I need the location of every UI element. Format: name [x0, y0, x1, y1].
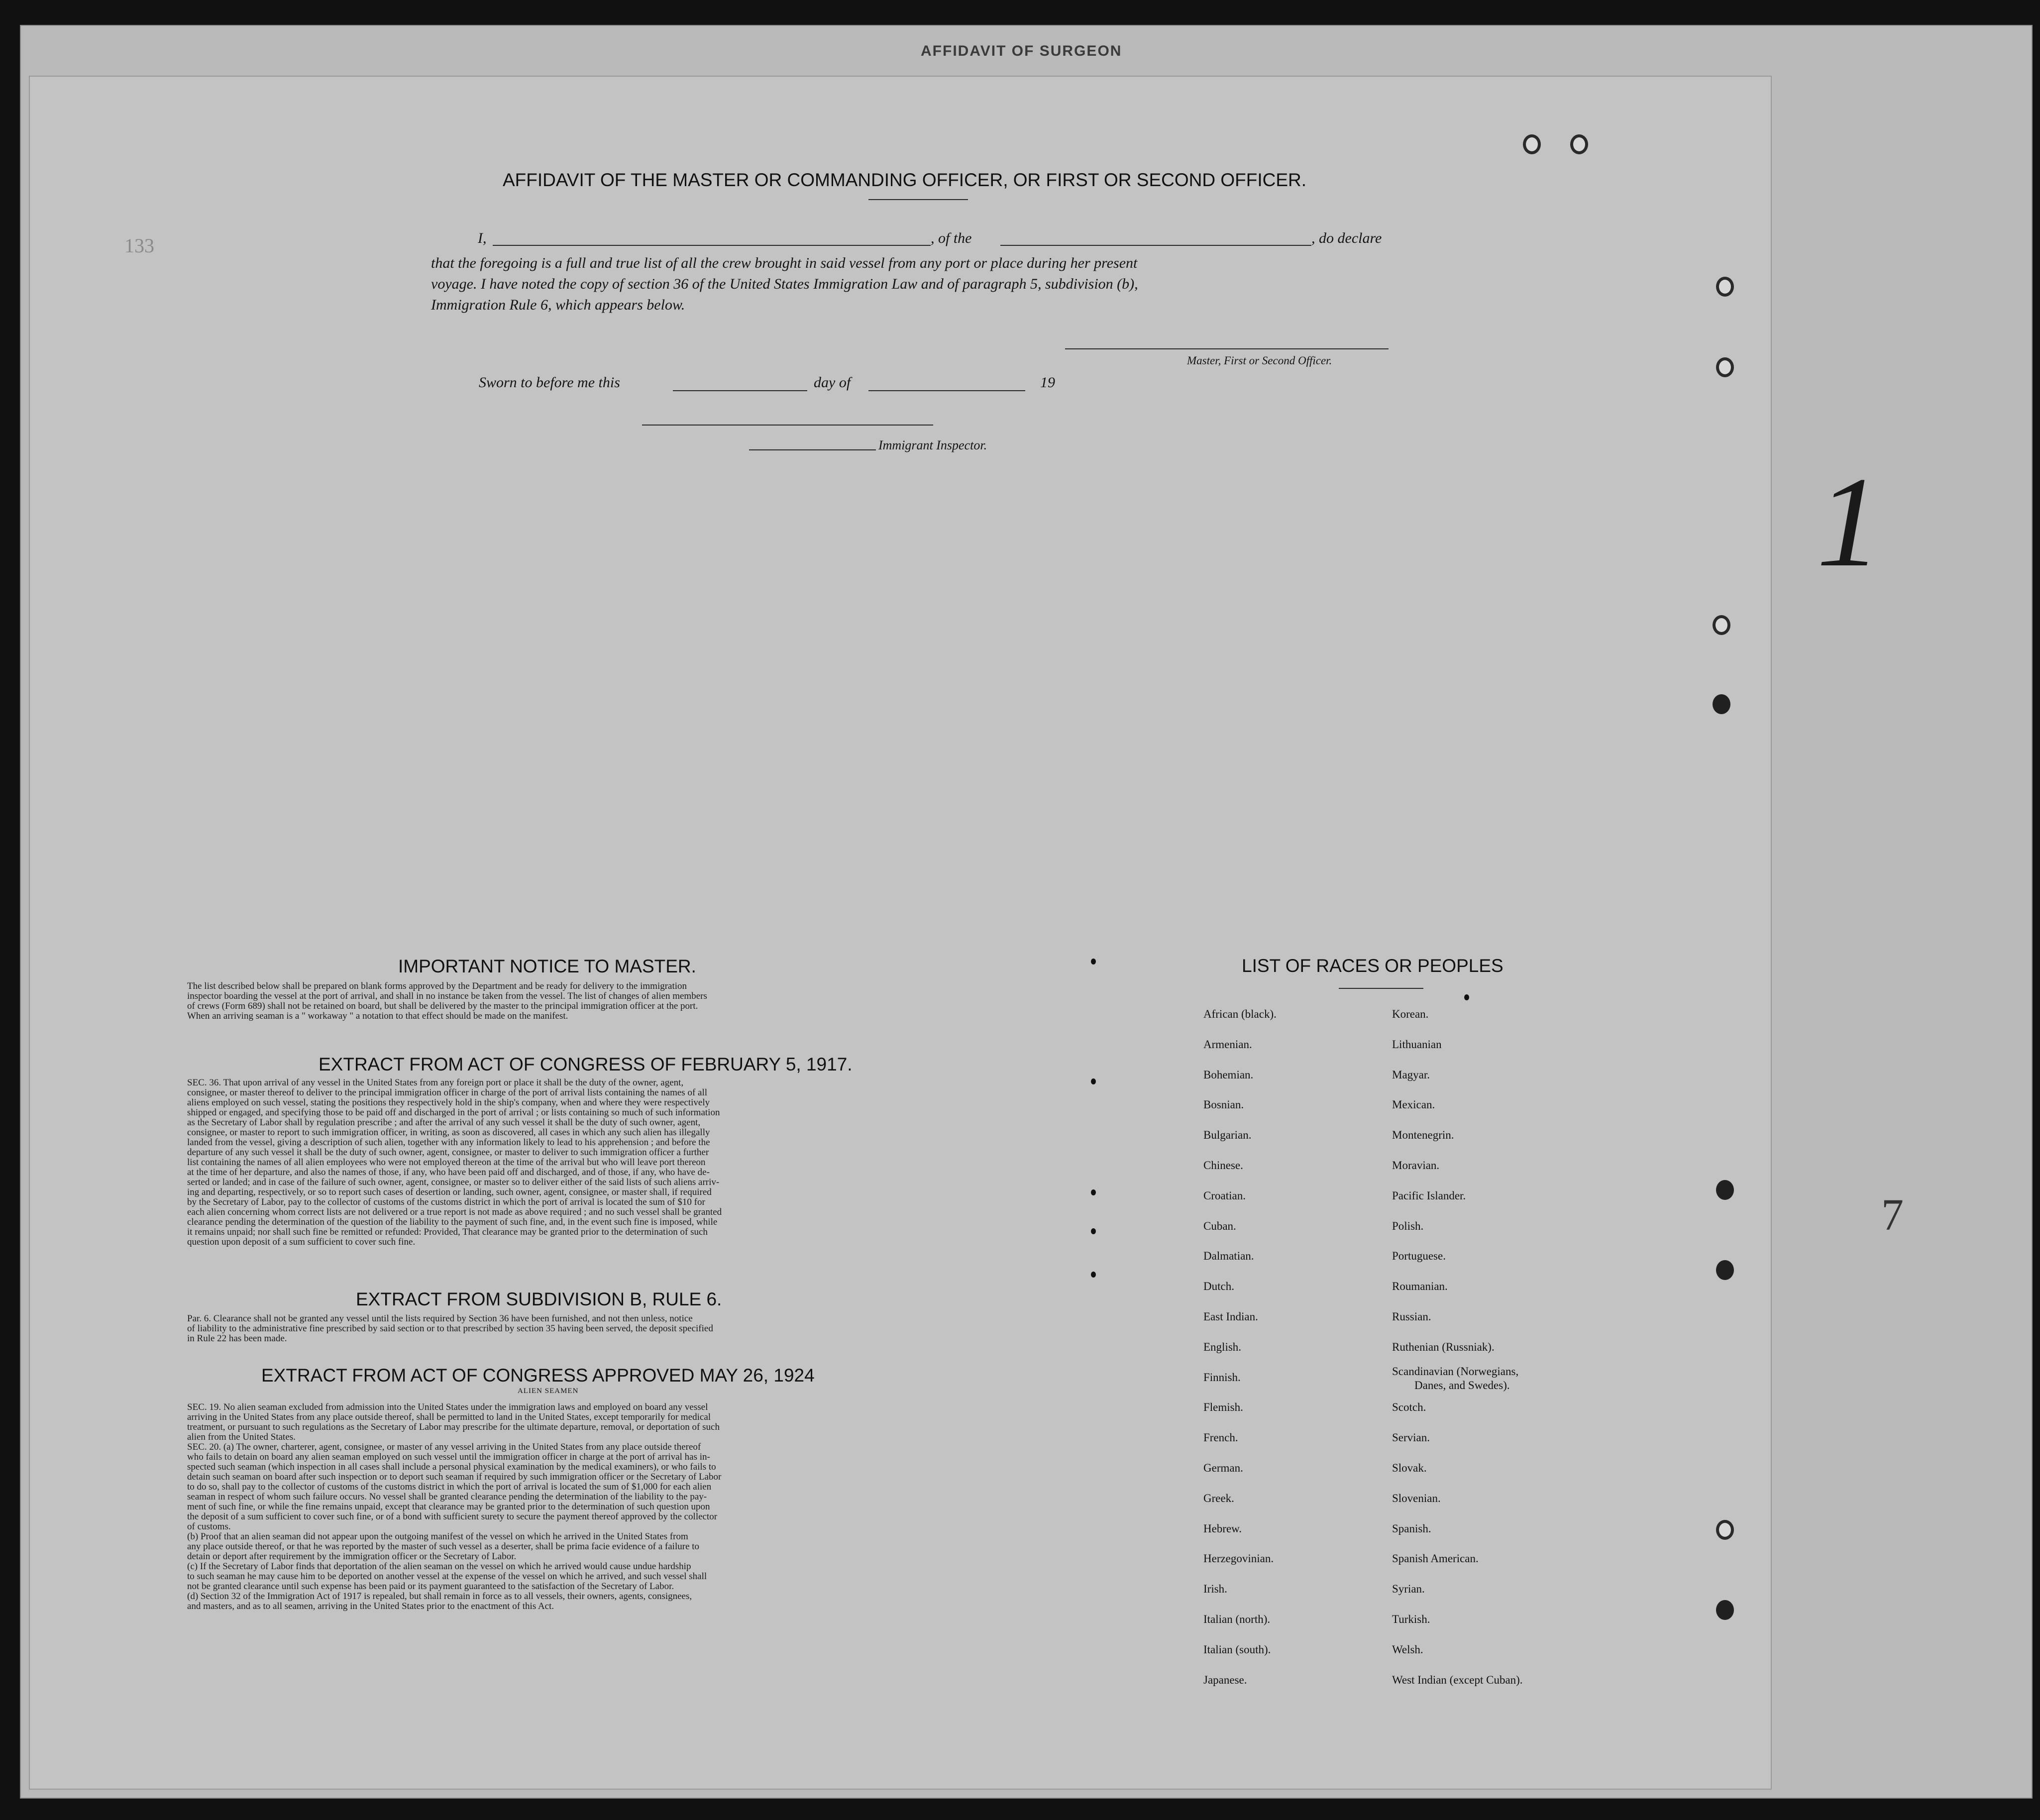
extract-1917-line: clearance pending the determination of the question of the liability to the payment of such fine, and, in the event such fine is imposed, while — [187, 1217, 718, 1227]
races-column-1 — [1203, 999, 1277, 1695]
extract-1917-line: at the time of her departure, and also the names of those, if any, who have been paid off and discharged, and of those, if any, who have de- — [187, 1167, 710, 1178]
extract-1924-line: (b) Proof that an alien seaman did not appear upon the outgoing manifest of the vessel on which he arrived in the United States from — [187, 1531, 688, 1542]
race-item: West Indian (except Cuban). — [1392, 1673, 1523, 1686]
race-item: Cuban. — [1203, 1219, 1236, 1232]
extract-1917-line: shipped or engaged, and specifying those to be paid off and discharged in the port of arrival ; or lists containing so much of such information — [187, 1107, 720, 1118]
race-item: East Indian. — [1203, 1310, 1258, 1323]
affidavit-title: AFFIDAVIT OF THE MASTER OR COMMANDING OFFICER, OR FIRST OR SECOND OFFICER. — [503, 170, 1307, 190]
margin-dot — [1091, 1228, 1096, 1234]
extract-1917-title: EXTRACT FROM ACT OF CONGRESS OF FEBRUARY 5, 1917. — [319, 1054, 853, 1074]
race-item: Armenian. — [1203, 1038, 1252, 1051]
punch-hole-3 — [1713, 615, 1730, 635]
races-column-2 — [1392, 999, 1523, 1695]
race-item: Greek. — [1203, 1492, 1234, 1504]
inspector-lower-line — [749, 449, 876, 450]
race-item: Ruthenian (Russniak). — [1392, 1340, 1495, 1353]
affidavit-do-declare: , do declare — [1311, 230, 1382, 246]
punch-hole-4 — [1713, 694, 1730, 714]
race-item-scandinavian-continuation: Danes, and Swedes). — [1414, 1379, 1510, 1392]
margin-dot — [1091, 1078, 1096, 1084]
race-item — [1392, 1363, 1523, 1393]
extract-1917-line: landed from the vessel, giving a description of such alien, together with any information likely to lead to his apprehension ; and before the — [187, 1137, 710, 1148]
extract-1924-title: EXTRACT FROM ACT OF CONGRESS APPROVED MAY 26, 1924 — [261, 1365, 815, 1386]
race-item: Syrian. — [1392, 1583, 1425, 1596]
race-item: Irish. — [1203, 1583, 1227, 1596]
notice-line: When an arriving seaman is a " workaway " a notation to that effect should be made on the manifest. — [187, 1011, 568, 1021]
extract-1924-line: who fails to detain on board any alien seaman employed on such vessel until the immigration officer in charge at the port of arrival has in- — [187, 1452, 710, 1462]
race-item: Bohemian. — [1203, 1068, 1254, 1081]
extract-1917-line: serted or landed; and in case of the failure of such owner, agent, consignee, or master so to deliver either of the said lists of such aliens arriv- — [187, 1177, 720, 1187]
extract-1917-line: ing and departing, respectively, or so to report such cases of desertion or landing, such owner, agent, consignee, or master shall, if required — [187, 1187, 712, 1197]
extract-rule6-line: Par. 6. Clearance shall not be granted any vessel until the lists required by Section 36 have been furnished, and not then unless, notice — [187, 1313, 693, 1324]
race-item: Pacific Islander. — [1392, 1189, 1466, 1202]
extract-1924-line: detain or deport after requirement by the immigration officer or the Secretary of Labor. — [187, 1551, 517, 1562]
race-item: Italian (south). — [1203, 1643, 1271, 1656]
extract-1924-line: ment of such fine, or while the fine remains unpaid, except that clearance may be granted prior to the determination of such question upon — [187, 1501, 710, 1512]
punch-hole-2 — [1716, 357, 1734, 377]
master-signature-label: Master, First or Second Officer. — [1187, 354, 1332, 367]
race-item: Spanish American. — [1392, 1552, 1479, 1565]
notice-body — [187, 981, 949, 1021]
affidavit-body-line-3: Immigration Rule 6, which appears below. — [431, 297, 685, 313]
race-item: Magyar. — [1392, 1068, 1430, 1081]
right-margin-scrawl: 1 — [1817, 450, 1881, 594]
extract-1917-line: as the Secretary of Labor shall by regulation prescribe ; and after the arrival of any such vessel it shall be the duty of such owner, agent, — [187, 1117, 701, 1128]
race-item: Scotch. — [1392, 1401, 1426, 1414]
affidavit-of-the: , of the — [931, 230, 972, 246]
race-item: Welsh. — [1392, 1643, 1423, 1656]
race-item: German. — [1203, 1461, 1243, 1474]
races-title-rule — [1339, 988, 1423, 989]
sworn-day-of: day of — [814, 374, 851, 391]
extract-1924-line: SEC. 20. (a) The owner, charterer, agent, consignee, or master of any vessel arriving in the United States from any place outside thereof — [187, 1442, 701, 1452]
race-item: Roumanian. — [1392, 1280, 1448, 1293]
extract-1917-line: SEC. 36. That upon arrival of any vessel in the United States from any foreign port or place it shall be the duty of the owner, agent, — [187, 1077, 684, 1088]
race-item: Polish. — [1392, 1219, 1424, 1232]
race-item: Slovenian. — [1392, 1492, 1441, 1504]
race-item: Mexican. — [1392, 1098, 1435, 1111]
punch-hole-6 — [1716, 1260, 1734, 1280]
margin-dot — [1464, 994, 1469, 1000]
extract-rule6-line: of liability to the administrative fine prescribed by said section or to that prescribed by section 35 having been served, the deposit specified — [187, 1323, 713, 1334]
extract-1924-line: the deposit of a sum sufficient to cover such fine, or of a bond with sufficient surety to secure the payment thereof approved by the collector — [187, 1511, 718, 1522]
inspector-upper-line — [642, 425, 933, 426]
extract-1924-line: alien from the United States. — [187, 1432, 296, 1442]
sworn-month-line — [868, 390, 1025, 391]
margin-dot — [1091, 1272, 1096, 1278]
margin-dot — [1091, 959, 1096, 964]
race-item: French. — [1203, 1431, 1238, 1444]
race-item: Turkish. — [1392, 1612, 1430, 1625]
extract-1924-body — [187, 1402, 949, 1611]
inspector-label: Immigrant Inspector. — [878, 438, 987, 452]
affidavit-title-rule — [868, 199, 968, 200]
race-item: Italian (north). — [1203, 1612, 1271, 1625]
extract-1917-body — [187, 1078, 949, 1247]
master-name-line — [493, 245, 931, 246]
extract-1924-line: to such seaman he may cause him to be deported on another vessel at the expense of the vessel on which he arrived, and such vessel shall — [187, 1571, 707, 1582]
extract-1917-line: list containing the names of all alien employees who were not employed thereon at the time of the arrival but who will leave port thereon — [187, 1157, 706, 1168]
race-item-scandinavian: Scandinavian (Norwegians, — [1392, 1365, 1519, 1378]
race-item: Japanese. — [1203, 1673, 1247, 1686]
race-item: Bosnian. — [1203, 1098, 1244, 1111]
extract-rule6-title: EXTRACT FROM SUBDIVISION B, RULE 6. — [356, 1289, 722, 1309]
margin-dot — [1091, 1189, 1096, 1195]
extract-1924-line: seaman in respect of whom such failure occurs. No vessel shall be granted clearance pending the determination of the liability to the pay- — [187, 1492, 707, 1502]
race-item: Servian. — [1392, 1431, 1430, 1444]
race-item: Dutch. — [1203, 1280, 1234, 1293]
race-item: Montenegrin. — [1392, 1129, 1454, 1142]
extract-1924-line: SEC. 19. No alien seaman excluded from admission into the United States under the immigration laws and employed on board any vessel — [187, 1402, 708, 1412]
punch-hole-7 — [1716, 1520, 1734, 1540]
extract-1917-line: by the Secretary of Labor, pay to the collector of customs of the customs district in which the port of arrival is located the sum of $10 for — [187, 1197, 705, 1207]
extract-1924-subtitle: ALIEN SEAMEN — [518, 1387, 579, 1395]
extract-1924-line: not be granted clearance until such expense has been paid or its payment guaranteed to the satisfaction of the Secretary of Labor. — [187, 1581, 674, 1592]
affidavit-i-label: I, — [478, 230, 487, 246]
race-item: African (black). — [1203, 1008, 1277, 1020]
race-item: Moravian. — [1392, 1159, 1440, 1172]
extract-1924-line: spected such seaman (which inspection in all cases shall include a personal physical examination by the medical examiners), or who fails to — [187, 1462, 716, 1472]
race-item: Croatian. — [1203, 1189, 1246, 1202]
sworn-year-prefix: 19 — [1040, 374, 1055, 391]
race-item: Flemish. — [1203, 1401, 1243, 1414]
punch-hole-5 — [1716, 1180, 1734, 1200]
extract-1924-line: (c) If the Secretary of Labor finds that deportation of the alien seaman on the vessel on which he arrived would cause undue hardship — [187, 1561, 691, 1572]
punch-hole-top-2 — [1570, 134, 1588, 154]
extract-rule6-line: in Rule 22 has been made. — [187, 1333, 287, 1344]
race-item: Hebrew. — [1203, 1522, 1242, 1535]
extract-1924-line: of customs. — [187, 1521, 231, 1532]
right-edge-number: 7 — [1881, 1190, 1904, 1240]
race-item: Slovak. — [1392, 1461, 1427, 1474]
extract-1917-line: each alien concerning whom correct lists are not delivered or a true report is not made as above required ; and no such vessel shall be granted — [187, 1207, 722, 1217]
affidavit-body-line-1: that the foregoing is a full and true list of all the crew brought in said vessel from any port or place during her present — [431, 255, 1138, 271]
left-margin-number: 133 — [124, 234, 154, 257]
extract-1924-line: and masters, and as to all seamen, arriving in the United States prior to the enactment of this Act. — [187, 1601, 554, 1611]
underlying-sheet-title: AFFIDAVIT OF SURGEON — [921, 43, 1122, 59]
extract-1924-line: treatment, or pursuant to such regulations as the Secretary of Labor may prescribe for the ultimate departure, removal, or deportation of such — [187, 1422, 720, 1432]
race-item: Bulgarian. — [1203, 1129, 1252, 1142]
race-item: Chinese. — [1203, 1159, 1243, 1172]
notice-line: of crews (Form 689) shall not be retained on board, but shall be delivered by the master to the principal immigration officer at the port. — [187, 1001, 698, 1011]
extract-1917-line: aliens employed on such vessel, stating the positions they respectively hold in the ship's company, when and where they were respectively — [187, 1097, 710, 1108]
race-item: English. — [1203, 1340, 1242, 1353]
race-item: Portuguese. — [1392, 1250, 1446, 1263]
race-item: Spanish. — [1392, 1522, 1431, 1535]
races-title: LIST OF RACES OR PEOPLES — [1242, 956, 1503, 976]
sworn-label: Sworn to before me this — [479, 374, 620, 391]
notice-line: The list described below shall be prepared on blank forms approved by the Department and be ready for delivery to the immigration — [187, 981, 687, 991]
race-item: Lithuanian — [1392, 1038, 1442, 1051]
affidavit-body-line-2: voyage. I have noted the copy of section 36 of the United States Immigration Law and of paragraph 5, subdivision (b), — [431, 276, 1138, 292]
extract-1917-line: question upon deposit of a sum sufficient to cover such fine. — [187, 1237, 416, 1247]
extract-1924-line: arriving in the United States from any place outside thereof, shall be permitted to land in the United States, except temporarily for medical — [187, 1412, 711, 1422]
race-item: Finnish. — [1203, 1371, 1241, 1384]
extract-1917-line: departure of any such vessel it shall be the duty of such owner, agent, consignee, or master to deliver to such immigration officer a further — [187, 1147, 709, 1158]
punch-hole-top-1 — [1523, 134, 1541, 154]
extract-1917-line: consignee, or master thereof to deliver to the principal immigration officer in charge of the port of arrival lists containing the names of all — [187, 1087, 708, 1098]
punch-hole-8 — [1716, 1600, 1734, 1620]
extract-1917-line: it remains unpaid; nor shall such fine be remitted or refunded: Provided, That clearance may be granted prior to the determination of such — [187, 1227, 708, 1237]
vessel-name-line — [1000, 245, 1311, 246]
master-signature-line — [1065, 348, 1389, 349]
race-item: Herzegovinian. — [1203, 1552, 1274, 1565]
race-item: Russian. — [1392, 1310, 1431, 1323]
extract-1924-line: (d) Section 32 of the Immigration Act of 1917 is repealed, but shall remain in force as to all vessels, their owners, agents, consignees, — [187, 1591, 692, 1602]
extract-1924-line: detain such seaman on board after such inspection or to deport such seaman if required by such immigration officer or the Secretary of Labor — [187, 1472, 722, 1482]
extract-1924-line: to do so, shall pay to the collector of customs of the customs district in which the port of arrival is located the sum of $1,000 for each alien — [187, 1482, 712, 1492]
extract-1917-line: consignee, or master to report to such immigration officer, in writing, as soon as discovered, all cases in which any such alien has illegally — [187, 1127, 710, 1138]
extract-rule6-body — [187, 1314, 949, 1344]
race-item: Korean. — [1392, 1008, 1429, 1020]
notice-title: IMPORTANT NOTICE TO MASTER. — [398, 956, 696, 976]
punch-hole-1 — [1716, 277, 1734, 297]
extract-1924-line: any place outside thereof, or that he was reported by the master of such vessel as a deserter, shall be prima facie evidence of a failure to — [187, 1541, 700, 1552]
sworn-day-line — [673, 390, 807, 391]
notice-line: inspector boarding the vessel at the port of arrival, and shall in no instance be taken from the vessel. The list of changes of alien members — [187, 991, 707, 1001]
race-item: Dalmatian. — [1203, 1250, 1254, 1263]
